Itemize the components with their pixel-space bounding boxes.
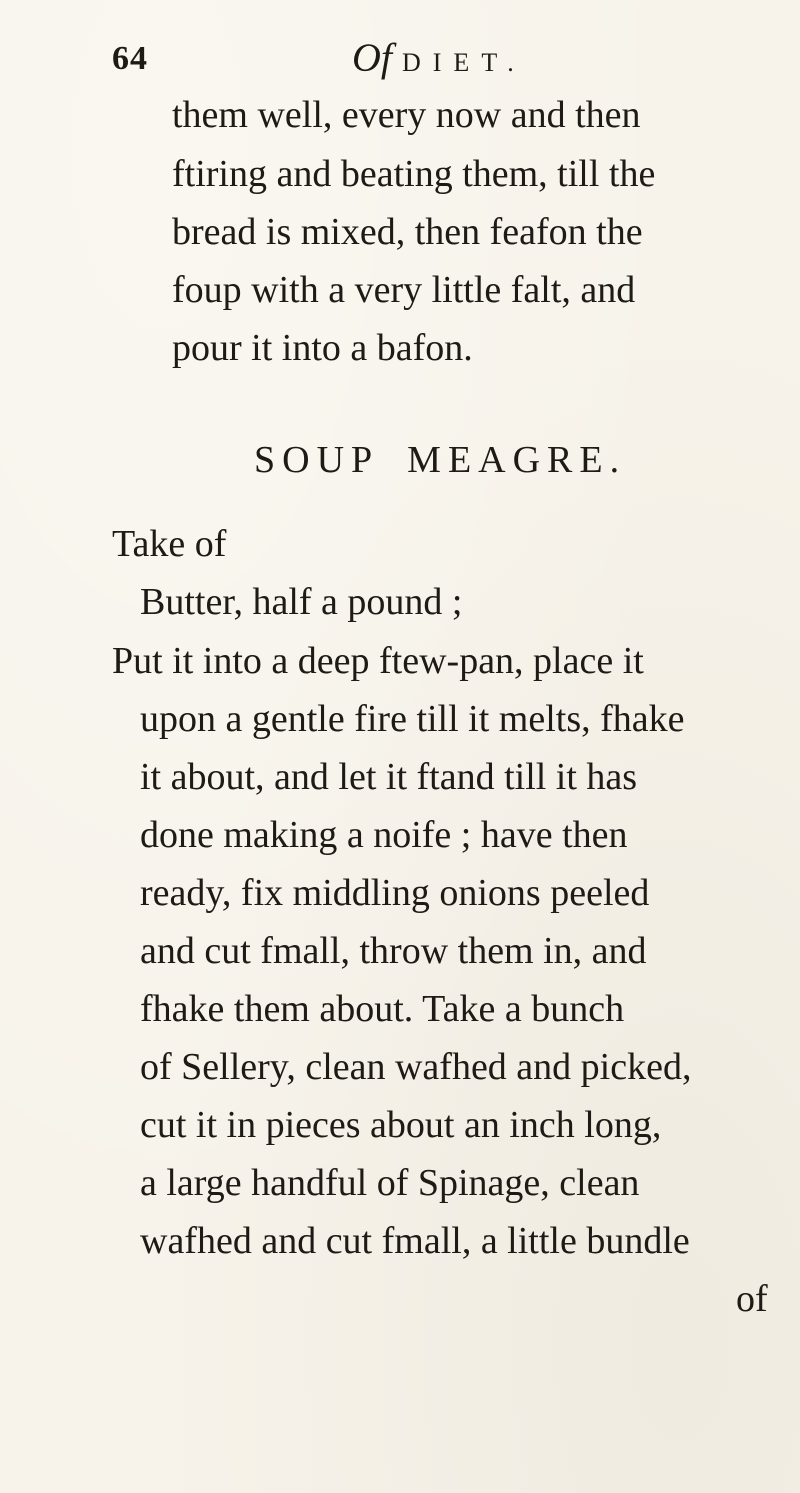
text-line: it about, and let it ftand till it has xyxy=(140,756,638,798)
text-line: ftiring and beating them, till the xyxy=(172,153,656,195)
heading-word-soup: SOUP xyxy=(254,439,380,481)
text-line: Put it into a deep ftew-pan, place it xyxy=(112,640,644,682)
text-line: pour it into a bafon. xyxy=(172,327,473,369)
running-title-diet: DIET. xyxy=(402,48,526,77)
text-line: of Sellery, clean wafhed and picked, xyxy=(140,1046,692,1088)
text-line: ready, fix middling onions peeled xyxy=(140,872,650,914)
running-title-of: Of xyxy=(352,35,392,80)
running-title xyxy=(352,34,526,81)
text-line: foup with a very little falt, and xyxy=(172,269,636,311)
text-line: upon a gentle fire till it melts, fhake xyxy=(140,698,685,740)
text-line: Take of xyxy=(112,523,227,565)
text-line: bread is mixed, then feafon the xyxy=(172,211,643,253)
text-line: fhake them about. Take a bunch xyxy=(140,988,625,1030)
heading-word-meagre: MEAGRE. xyxy=(407,439,627,481)
text-line: them well, every now and then xyxy=(172,94,641,136)
running-head xyxy=(0,22,800,82)
page-number: 64 xyxy=(112,40,148,77)
text-line: done making a noife ; have then xyxy=(140,814,628,856)
text-line: and cut fmall, throw them in, and xyxy=(140,930,647,972)
text-line: wafhed and cut fmall, a little bundle xyxy=(140,1220,690,1262)
text-line: cut it in pieces about an inch long, xyxy=(140,1104,662,1146)
recipe-heading xyxy=(254,438,626,482)
catchword: of xyxy=(736,1278,768,1320)
text-line: Butter, half a pound ; xyxy=(140,581,463,623)
text-line: a large handful of Spinage, clean xyxy=(140,1162,640,1204)
